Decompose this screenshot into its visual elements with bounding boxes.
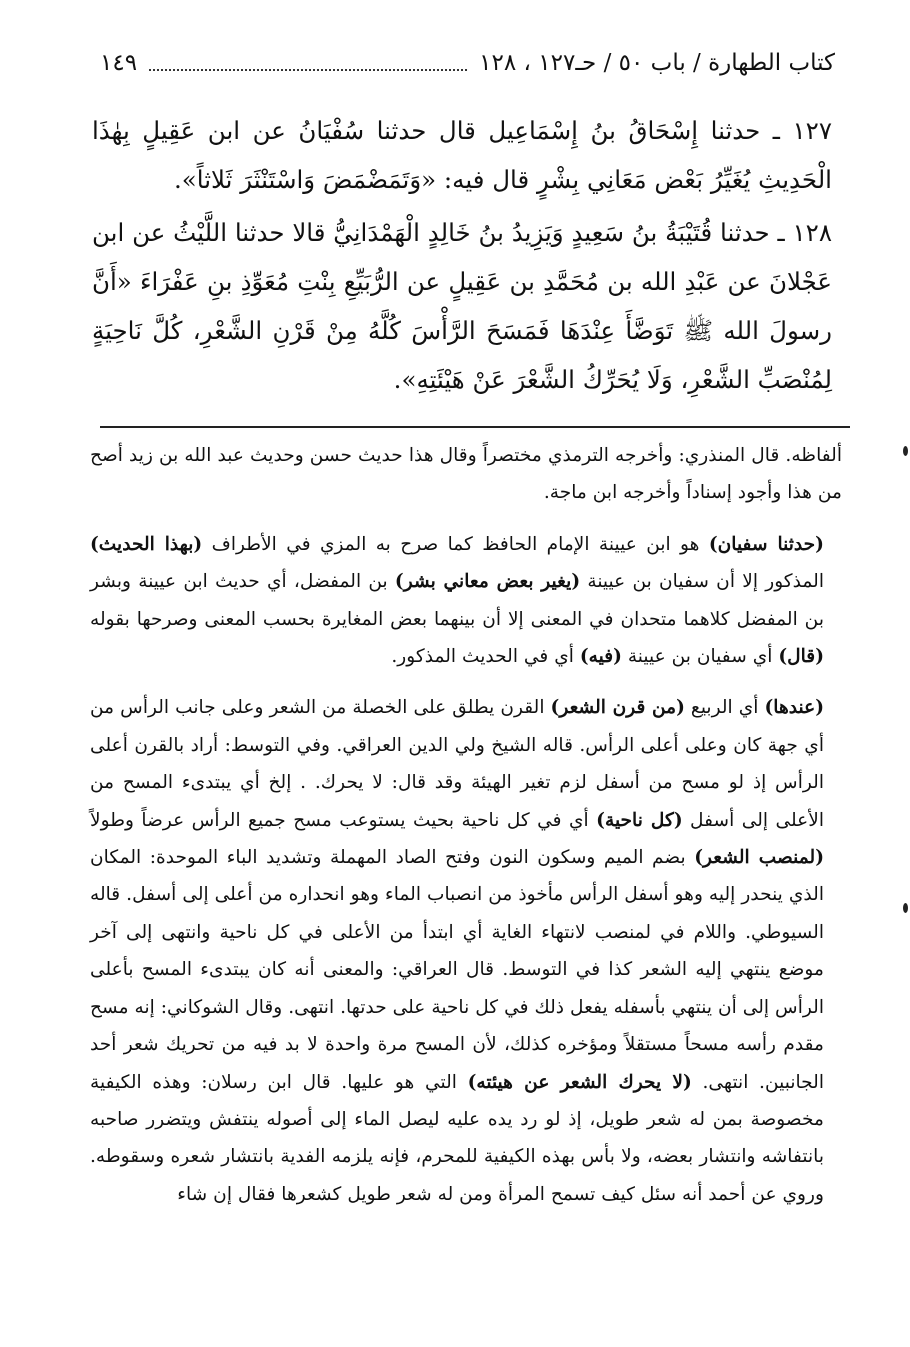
margin-mark [903, 446, 908, 456]
bold-term: (كل ناحية) [596, 809, 683, 831]
bold-term: (من قرن الشعر) [550, 697, 685, 719]
header-title: كتاب الطهارة / باب ٥٠ / حـ١٢٧ ، ١٢٨ [479, 50, 835, 76]
commentary-text: أي في الحديث المذكور. [391, 646, 580, 668]
commentary-text: بضم الميم وسكون النون وفتح الصاد المهملة وتشديد الباء الموحدة: المكان الذي ينحدر إليه وهو أسفل الرأس مأخوذ من انصباب الماء وهو انحداره من أعلى إلى أسفل. قاله السيوطي. واللام في لمنصب لانتهاء الغاية أي ابتدأ من الأعلى في كل ناحية وانتهى إلى آخر موضع ينتهي إليه الشعر كذا في التوسط. قال العراقي: والمعنى أنه كان يبتدىء المسح بأعلى الرأس إلى أن ينتهي بأسفله يفعل ذلك في كل ناحية على حدتها. انتهى. وقال الشوكاني: إنه مسح مقدم رأسه مسحاً مستقلاً ومؤخره كذلك، لأن المسح مرة واحدة لا بد فيه من تحريك شعر أحد الجانبين. انتهى. [90, 847, 824, 1093]
commentary-text: هو ابن عيينة الإمام الحافظ كما صرح به المزي في الأطراف [202, 533, 709, 555]
hadith-text [92, 106, 832, 408]
bold-term: (فيه) [579, 646, 622, 668]
commentary [90, 437, 842, 1221]
commentary-paragraph-1: ألفاظه. قال المنذري: وأخرجه الترمذي مختصراً وقال هذا حديث حسن وحديث عبد الله بن زيد أصح من هذا وأجود إسناداً وأخرجه ابن ماجة. [90, 445, 842, 504]
commentary-text: أي سفيان بن عيينة [621, 646, 779, 668]
margin-mark [903, 903, 908, 913]
commentary-paragraph-2 [90, 526, 842, 676]
bold-term: (قال) [778, 646, 824, 668]
bold-term: (لمنصب الشعر) [694, 847, 825, 869]
page-number: ١٤٩ [100, 50, 138, 76]
hadith-127: ١٢٧ ـ حدثنا إِسْحَاقُ بنُ إِسْمَاعِيل قال حدثنا سُفْيَانُ عن ابن عَقِيلٍ بِهٰذَا الْحَدِيثِ يُغَيِّرُ بَعْض مَعَانِي بِشْرٍ قال فيه: «وَتَمَضْمَضَ وَاسْتَنْثَرَ ثَلاثاً». [92, 116, 832, 194]
commentary-paragraph-3 [90, 689, 842, 1213]
commentary-text: أي الربيع [684, 697, 765, 719]
bold-term: (يغير بعض معاني بشر) [394, 571, 581, 593]
bold-term: (حدثنا سفيان) [708, 533, 824, 555]
footnote-separator [100, 426, 850, 428]
commentary-text: بن المفضل، أي حديث ابن عيينة وبشر بن المفضل كلاهما متحدان في المعنى إلا أن بينهما بعض المغايرة بحسب المعنى وصرحها بقوله [90, 571, 824, 630]
bold-term: (لا يحرك الشعر عن هيئته) [467, 1071, 692, 1093]
hadith-128: ١٢٨ ـ حدثنا قُتَيْبَةُ بنُ سَعِيدٍ وَيَزِيدُ بنُ خَالِدٍ الْهَمْدَانِيُّ قالا حدثنا اللَّيْثُ عن ابن عَجْلانَ عن عَبْدِ الله بن مُحَمَّدِ بن عَقِيلٍ عن الرُّبَيِّعِ بِنْتِ مُعَوِّذِ بنِ عَفْرَاءَ «أَنَّ رسولَ الله ﷺ تَوَضَّأَ عِنْدَهَا فَمَسَحَ الرَّأْسَ كُلَّهُ مِنْ قَرْنِ الشَّعْرِ، كُلَّ نَاحِيَةٍ لِمُنْصَبِّ الشَّعْرِ، وَلَا يُحَرِّكُ الشَّعْرَ عَنْ هَيْئَتِهِ». [92, 218, 832, 394]
commentary-text: القرن يطلق على الخصلة من الشعر وعلى جانب الرأس من أي جهة كان وعلى أعلى الرأس. قاله الشيخ ولي الدين العراقي. وفي التوسط: أراد بالقرن أعلى الرأس إذ لو مسح من أسفل لزم تغير الهيئة وقد قال: لا يحرك. . إلخ أي يبتدىء المسح من الأعلى إلى أسفل [90, 697, 825, 831]
commentary-text: أي في كل ناحية بحيث يستوعب مسح جميع الرأس عرضاً وطولاً [90, 809, 597, 831]
running-header [100, 44, 835, 82]
bold-term: (بهذا الحديث) [90, 533, 203, 555]
dotted-leader [149, 55, 467, 71]
bold-term: (عندها) [764, 697, 825, 719]
commentary-text: التي هو عليها. قال ابن رسلان: وهذه الكيفية مخصوصة بمن له شعر طويل، إذ لو رد يده عليه ليصل الماء إلى أصوله ينتفش ويتضرر صاحبه بانتفاشه وانتشار بعضه، ولا بأس بهذه الكيفية للمحرم، فإنه يلزمه الفدية بانتشار شعره وسقوطه. وروي عن أحمد أنه سئل كيف تسمح المرأة ومن له شعر طويل كشعرها فقال إن شاء [90, 1071, 824, 1205]
commentary-text: المذكور إلا أن سفيان بن عيينة [580, 571, 824, 593]
